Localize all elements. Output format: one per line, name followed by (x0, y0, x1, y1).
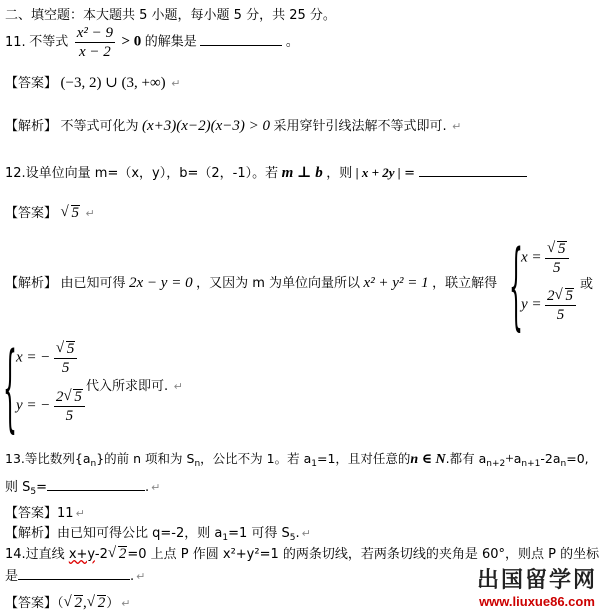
logo-url: www.liuxue86.com (479, 594, 595, 609)
q14-answer-r2: 2 (97, 595, 106, 611)
analysis-label: 【解析】 (5, 276, 58, 291)
q14-answer-sep: , (83, 595, 87, 611)
s2-x-den: 5 (61, 360, 70, 376)
q14-sqrt (108, 546, 128, 563)
q13-sub: 1 (222, 533, 229, 543)
q12-expression: | x + 2y | (355, 165, 401, 180)
radical-icon: √ (547, 240, 556, 256)
q13-text-a: 13.等比数列{a (5, 451, 91, 466)
q12-analysis-b: ，又因为 m 为单位向量所以 (196, 276, 361, 291)
s2-x-sqrt (56, 340, 76, 358)
q11-period: 。 (285, 34, 299, 50)
q12-system2-y (16, 388, 85, 425)
q13-line2-b: = (36, 480, 48, 495)
q11-frac-den: x − 2 (78, 44, 111, 60)
q13-line2 (5, 476, 160, 497)
q11-analysis-a: 不等式可化为 (60, 119, 139, 134)
s1-y-sqrt (555, 287, 575, 305)
s1-x-label: x = (521, 249, 542, 266)
q12-answer-radicand: 5 (71, 205, 80, 221)
s2-y-label: y = − (16, 397, 51, 414)
answer-label: 【答案】 (5, 596, 58, 611)
return-mark: ↵ (452, 120, 462, 133)
q12-analysis-c: ，联立解得 (432, 276, 498, 291)
logo-title: 出国留学网 (476, 568, 597, 593)
q13-sub: 5 (30, 487, 37, 497)
s1-y-label: y = (521, 296, 542, 313)
s1-x-sqrt (547, 240, 567, 258)
radical-icon: √ (86, 594, 96, 610)
site-logo (477, 563, 597, 609)
q14-text-c: =0 上点 P 作圆 x²+y²=1 的两条切线，若两条切线的夹角是 60°，则点 P 的坐标 (127, 547, 600, 562)
q13-analysis (5, 522, 311, 543)
q12-condition: m ⊥ b (281, 165, 323, 181)
q12-answer-blank (419, 164, 527, 177)
q12-analysis (5, 272, 497, 292)
q13-text-f: a (513, 451, 522, 466)
answer-label: 【答案】 (5, 506, 58, 521)
q14-xy: x+y (68, 547, 95, 562)
q12-system1-y (521, 287, 576, 324)
q13-sub: n (90, 459, 97, 469)
q11-question (5, 24, 299, 68)
q12-answer-sqrt (61, 205, 81, 222)
q14-answer-blank (18, 567, 130, 580)
section-heading (5, 4, 336, 23)
return-mark: ↵ (171, 77, 181, 90)
s2-y-sqrt (63, 388, 83, 406)
q14-text-b: -2 (94, 547, 108, 562)
q11-relation: > 0 (121, 33, 142, 50)
q14-answer-close: ） (106, 596, 120, 611)
q14-question (5, 543, 599, 563)
left-brace-icon: { (3, 338, 17, 446)
radical-icon: √ (55, 340, 65, 356)
s1-y-num: 5 (565, 288, 574, 304)
q12-text-b: ，则 (326, 166, 353, 181)
q13-answer (5, 502, 85, 521)
s2-x-label: x = − (16, 349, 51, 366)
analysis-label: 【解析】 (5, 526, 58, 541)
q13-analysis-b: =1 可得 S (228, 526, 290, 541)
q13-sub: 1 (311, 459, 317, 469)
q13-line2-a: 则 S (5, 480, 31, 495)
q11-answer-blank (200, 33, 282, 46)
q12-system2-x (16, 340, 77, 377)
q14-answer-sqrt2 (87, 595, 107, 612)
s1-x-num: 5 (558, 241, 566, 257)
q14-line2-end: . (130, 569, 135, 584)
radical-icon: √ (554, 287, 563, 303)
q13-question (5, 449, 589, 469)
q11-answer-value: (−3, 2) ∪ (3, +∞) (60, 75, 166, 91)
return-mark: ↵ (173, 380, 183, 393)
s2-y-den: 5 (65, 408, 74, 424)
q11-prefix: 不等式 (29, 34, 69, 50)
q13-text-d: =1，且对任意的 (316, 451, 411, 466)
q12-question (5, 162, 527, 182)
s2-y-coef: 2 (55, 389, 64, 405)
radical-icon: √ (63, 388, 72, 404)
q13-text-g: -2a (540, 451, 561, 466)
q13-plus: + (505, 451, 514, 467)
q12-text-a: 12.设单位向量 m=（x，y），b=（2，-1）。若 (5, 166, 279, 181)
q13-text-c: ，公比不为 1。若 a (200, 451, 312, 466)
q12-analysis-m1: 2x − y = 0 (129, 275, 193, 291)
q12-system1-x (521, 240, 569, 277)
s1-x-frac (545, 240, 569, 277)
q11-suffix: 的解集是 (144, 34, 197, 50)
answer-label: 【答案】 (5, 206, 58, 221)
s1-y-den: 5 (556, 307, 565, 323)
radical-icon: √ (60, 204, 69, 220)
left-brace-icon: { (509, 236, 523, 344)
q13-sub: n (194, 459, 201, 469)
q13-answer-value: 11 (57, 506, 74, 521)
q11-number: 11. (5, 34, 26, 50)
s2-x-frac (54, 340, 78, 377)
q14-line2-a: 是 (5, 569, 19, 584)
return-mark: ↵ (75, 507, 85, 520)
s2-y-frac (54, 388, 85, 425)
q12-equals: = (404, 166, 416, 181)
q14-line2 (5, 565, 145, 584)
q13-sub: n+2 (486, 459, 506, 469)
q11-answer (5, 72, 180, 92)
q14-answer-r1: 2 (74, 595, 83, 611)
q11-analysis (5, 115, 461, 135)
return-mark: ↵ (301, 527, 311, 540)
q13-sub: n+1 (521, 459, 541, 469)
q13-analysis-c: . (295, 526, 300, 541)
s2-x-num: 5 (66, 341, 75, 357)
q13-sub: 5 (289, 533, 296, 543)
q13-answer-blank (47, 478, 145, 491)
s1-x-den: 5 (553, 260, 561, 276)
q12-analysis-m2: x² + y² = 1 (363, 275, 429, 291)
answer-label: 【答案】 (5, 76, 58, 91)
q11-fraction (75, 24, 115, 61)
q13-text-e: .都有 a (445, 451, 487, 466)
q13-text-b: }的前 n 项和为 S (96, 451, 195, 466)
q11-frac-num: x² − 9 (76, 25, 113, 41)
section-heading-text: 二、填空题：本大题共 5 小题，每小题 5 分，共 25 分。 (5, 8, 336, 23)
q13-n-in-N: n ∈ N (410, 452, 446, 467)
radical-icon: √ (107, 545, 117, 561)
q14-answer (5, 592, 131, 612)
return-mark: ↵ (136, 570, 146, 583)
q11-analysis-math: (x+3)(x−2)(x−3) > 0 (142, 118, 270, 134)
analysis-label: 【解析】 (5, 119, 58, 134)
q14-answer-sqrt1 (64, 595, 84, 612)
q13-text-h: =0, (566, 451, 589, 466)
q12-tail (86, 375, 183, 395)
q14-answer-open: （ (57, 596, 64, 611)
q13-line2-c: . (145, 480, 150, 495)
q11-analysis-b: 采用穿针引线法解不等式即可. (273, 119, 447, 134)
q12-answer (5, 202, 95, 222)
s1-y-frac (545, 287, 576, 324)
q14-radicand: 2 (118, 546, 127, 562)
q12-analysis-a: 由已知可得 (60, 276, 126, 291)
return-mark: ↵ (151, 481, 161, 494)
s1-y-coef: 2 (547, 288, 555, 304)
q12-tail-text: 代入所求即可. (86, 379, 169, 394)
q14-text-a: 14.过直线 (5, 547, 69, 562)
return-mark: ↵ (121, 597, 131, 610)
radical-icon: √ (63, 594, 72, 610)
return-mark: ↵ (85, 207, 95, 220)
q12-or: 或 (580, 277, 594, 292)
q13-analysis-a: 由已知可得公比 q=-2，则 a (57, 526, 223, 541)
q13-sub: n (560, 459, 567, 469)
s2-y-num: 5 (74, 389, 82, 405)
